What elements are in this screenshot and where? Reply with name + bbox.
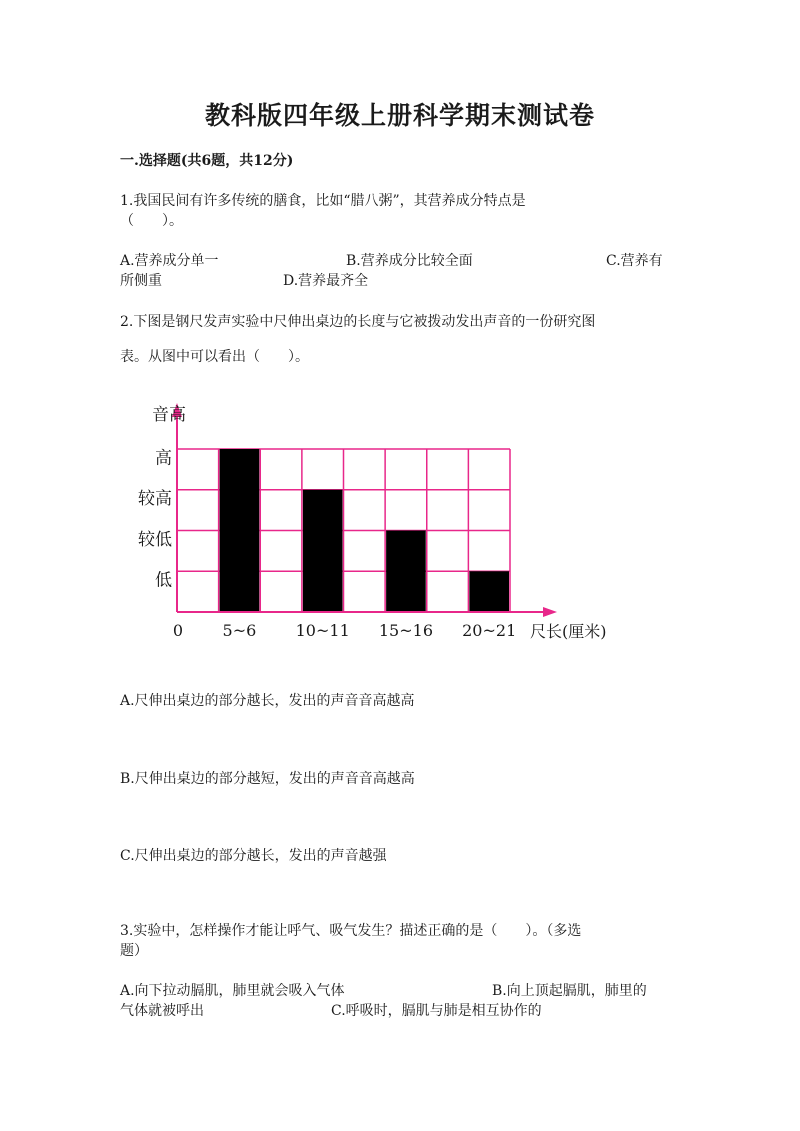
bar [220, 449, 260, 612]
y-tick-label: 较高 [138, 489, 172, 510]
q1-option-d[interactable]: D.营养最齐全 [283, 273, 369, 289]
pitch-length-chart [120, 395, 650, 655]
q1-option-c[interactable]: C.营养有 [606, 253, 663, 269]
x-tick-label: 20~21 [462, 621, 517, 640]
section-heading: 一.选择题(共6题，共12分) [120, 153, 294, 169]
q1-option-a[interactable]: A.营养成分单一 [120, 253, 219, 269]
q1-option-b[interactable]: B.营养成分比较全面 [346, 253, 473, 269]
q2-option-b[interactable]: B.尺伸出桌边的部分越短，发出的声音音高越高 [120, 771, 415, 787]
x-axis-arrow [543, 607, 557, 617]
x-tick-label: 10~11 [295, 621, 350, 640]
q1-stem-line2: （ ）。 [120, 213, 183, 229]
q3-option-b[interactable]: B.向上顶起膈肌，肺里的 [492, 983, 647, 999]
x-tick-label: 15~16 [378, 621, 433, 640]
q3-option-b-continued: 气体就被呼出 [120, 1003, 204, 1019]
y-axis-label: 音高 [152, 405, 186, 425]
q2-stem-line2: 表。从图中可以看出（ ）。 [120, 349, 309, 365]
page-title: 教科版四年级上册科学期末测试卷 [204, 101, 595, 130]
y-tick-label: 低 [155, 570, 172, 591]
q3-option-c[interactable]: C.呼吸时，膈肌与肺是相互协作的 [331, 1003, 542, 1019]
q1-stem-line1: 1.我国民间有许多传统的膳食，比如“腊八粥”，其营养成分特点是 [120, 193, 526, 209]
q2-option-a[interactable]: A.尺伸出桌边的部分越长，发出的声音音高越高 [120, 693, 415, 709]
x-axis-label: 尺长(厘米) [530, 622, 607, 641]
bar [469, 571, 509, 612]
bar [303, 490, 343, 612]
bar [386, 531, 426, 613]
origin-label: 0 [172, 621, 184, 640]
q3-option-a[interactable]: A.向下拉动膈肌，肺里就会吸入气体 [120, 983, 345, 999]
q3-stem-line1: 3.实验中，怎样操作才能让呼气、吸气发生？描述正确的是（ ）。（多选 [120, 923, 582, 939]
q2-option-c[interactable]: C.尺伸出桌边的部分越长，发出的声音越强 [120, 848, 387, 864]
x-tick-label: 5~6 [222, 621, 257, 640]
q1-option-c-continued: 所侧重 [120, 273, 162, 289]
y-tick-label: 较低 [138, 529, 172, 550]
q3-stem-line2: 题） [120, 943, 148, 959]
q2-stem-line1: 2.下图是钢尺发声实验中尺伸出桌边的长度与它被拨动发出声音的一份研究图 [120, 314, 596, 330]
y-tick-label: 高 [155, 448, 172, 469]
